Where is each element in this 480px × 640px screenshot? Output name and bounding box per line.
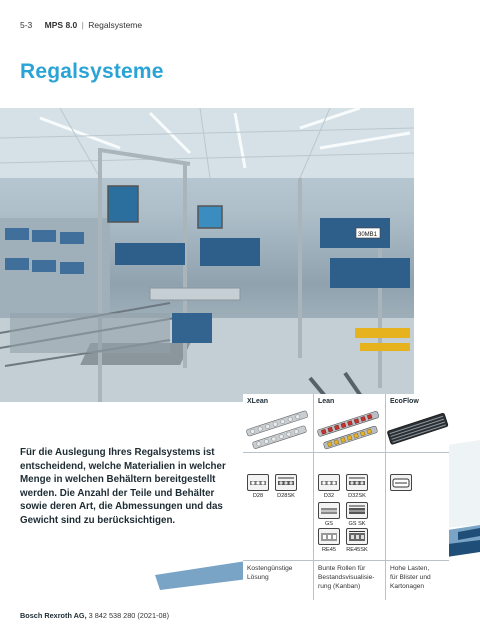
- description-line: rung (Kanban): [318, 583, 361, 590]
- ecoflow-track-icon: [390, 474, 412, 491]
- column-description: [247, 564, 292, 582]
- roller-rail-shock-icon: [275, 474, 297, 491]
- lean-profile-image: [314, 408, 385, 450]
- page-header: [20, 20, 142, 30]
- page-footer: [20, 611, 169, 620]
- icon-label: D32SK: [348, 493, 366, 499]
- icon-label: GS SK: [348, 521, 366, 527]
- description-line: Bunte Rollen für: [318, 565, 366, 572]
- section-name: Regalsysteme: [88, 20, 143, 30]
- roller-rail-icon: [247, 474, 269, 491]
- roller-rail-shock-icon: [346, 474, 368, 491]
- page-title: Regalsysteme: [20, 60, 164, 83]
- column-ecoflow: [386, 394, 449, 600]
- xlean-profile-image: [243, 408, 313, 450]
- guide-strip-icon: [318, 502, 340, 519]
- icon-label: RE45: [322, 547, 336, 553]
- guide-strip-shock-icon: [346, 502, 368, 519]
- column-header: XLean: [247, 398, 269, 405]
- icon-label: D28SK: [277, 493, 295, 499]
- column-description: [318, 564, 374, 591]
- ecoflow-profile-image: [386, 408, 449, 450]
- footer-document-number: 3 842 538 280 (2021-08): [88, 611, 170, 620]
- column-lean: [314, 394, 386, 600]
- icon-label: D32: [323, 493, 335, 499]
- description-line: Bestandsvisualisie-: [318, 574, 375, 581]
- icon-label: D28: [252, 493, 264, 499]
- description-line: für Blister und: [390, 574, 431, 581]
- intro-paragraph: Für die Auslegung Ihres Regalsystems ist entscheidend, welche Materialien in welcher Menge in welchen Behältern bereitgestellt werden. Die Anzahl der Teile und Behälter sowie deren Art, die Abmessungen und das Gewicht sind zu berücksichtigen.: [20, 447, 226, 526]
- description-line: Hohe Lasten,: [390, 565, 430, 572]
- page-number: 5-3: [20, 20, 33, 30]
- roller-rail-icon: [318, 474, 340, 491]
- column-header: EcoFlow: [390, 398, 419, 405]
- roller-element-shock-icon: [346, 528, 368, 545]
- header-separator: |: [81, 20, 84, 30]
- factory-illustration: [0, 108, 414, 402]
- column-header: Lean: [318, 398, 335, 405]
- photo-tag: 30MB1: [358, 232, 378, 238]
- icon-label: RE45SK: [346, 547, 368, 553]
- product-name: MPS 8.0: [44, 20, 78, 30]
- description-line: Kostengünstige: [247, 565, 293, 572]
- icon-label: GS: [324, 521, 334, 527]
- rack-system-comparison-table: [243, 394, 449, 600]
- column-description: [390, 564, 431, 591]
- description-line: Lösung: [247, 574, 269, 581]
- roller-element-icon: [318, 528, 340, 545]
- description-line: Kartonagen: [390, 583, 425, 590]
- column-xlean: [243, 394, 314, 600]
- footer-company: Bosch Rexroth AG,: [20, 611, 87, 620]
- shelving-photo: [0, 108, 414, 402]
